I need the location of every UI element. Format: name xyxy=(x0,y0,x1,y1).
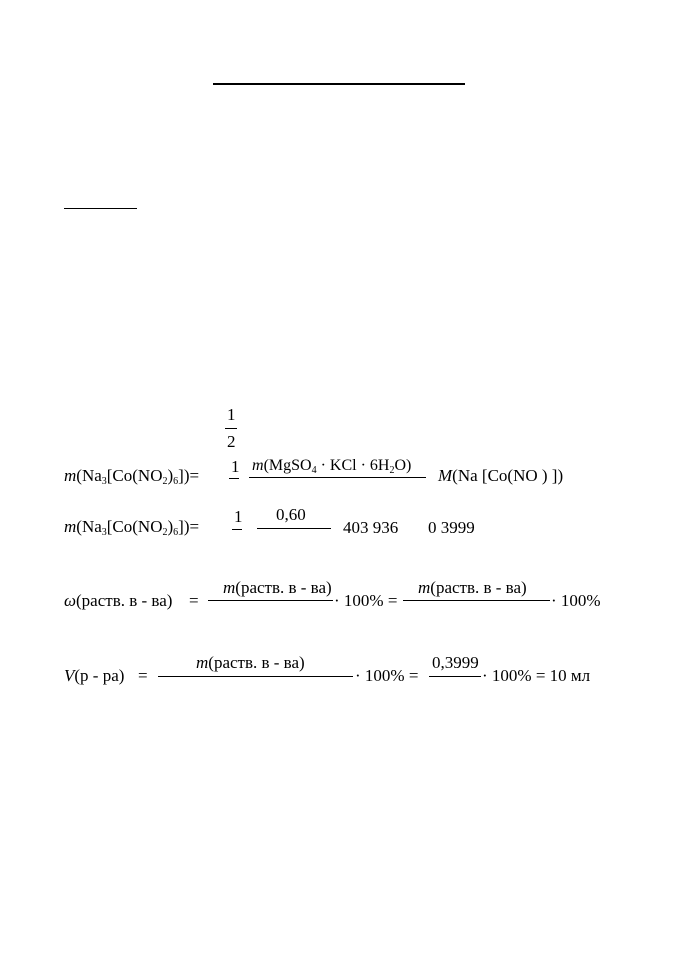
eq4-result: · 100% = 10 мл xyxy=(482,666,591,685)
eq1-sub-3: 3 xyxy=(101,476,107,487)
eq3-frac2-num xyxy=(418,579,527,596)
eq1-m: m xyxy=(64,466,77,485)
eq3-frac2-rest: (раств. в - ва) xyxy=(430,578,527,597)
eq2-frac-num: 0,60 xyxy=(276,505,306,524)
eq1-coef-bar xyxy=(229,478,239,479)
eq2-equals: = xyxy=(189,517,200,536)
eq3-fraction-bar-1 xyxy=(208,600,333,601)
subheading-rule xyxy=(64,208,137,209)
eq3-fraction-bar-2 xyxy=(403,600,550,601)
eq2-lhs xyxy=(64,518,199,538)
eq2-coef-bar xyxy=(232,529,242,530)
eq1-fraction-bar xyxy=(249,477,426,478)
eq2-sub-3: 3 xyxy=(101,527,107,538)
eq2-fraction-bar xyxy=(257,528,331,529)
eq2-coef: 1 xyxy=(234,507,243,526)
eq3-lhs-rest: (раств. в - ва) xyxy=(76,591,173,610)
eq2-close2: ]) xyxy=(178,517,190,536)
heading-rule xyxy=(213,83,465,85)
eq4-frac1-rest: (раств. в - ва) xyxy=(208,653,305,672)
eq2-m: m xyxy=(64,517,77,536)
eq1-num-end: O) xyxy=(394,457,412,474)
eq2-co: [Co(NO xyxy=(106,517,163,536)
eq1-num-mgso: (MgSO xyxy=(263,457,312,474)
eq1-close2: ]) xyxy=(178,466,190,485)
eq4-fraction-bar-1 xyxy=(158,676,353,677)
eq1-molar-mass xyxy=(438,467,563,484)
eq1-lhs xyxy=(64,467,199,487)
eq3-times-1: · 100% = xyxy=(334,591,398,610)
eq4-frac1-m: m xyxy=(196,653,209,672)
eq3-frac1-m: m xyxy=(223,578,236,597)
eq3-frac1-rest: (раств. в - ва) xyxy=(235,578,332,597)
eq2-close: ) xyxy=(167,517,174,536)
eq1-num-kcl: · KCl · 6H xyxy=(316,457,390,474)
eq1-sub-2: 2 xyxy=(162,476,168,487)
eq4-lhs xyxy=(64,667,124,684)
eq1-na: (Na xyxy=(76,466,102,485)
eq1-num-m: m xyxy=(252,457,264,474)
eq1-M-rest: (Na [Co(NO ) ]) xyxy=(452,466,564,485)
half-denominator: 2 xyxy=(227,432,236,451)
half-numerator: 1 xyxy=(227,405,236,424)
eq2-na: (Na xyxy=(76,517,102,536)
eq3-equals: = xyxy=(189,591,199,610)
eq3-lhs xyxy=(64,592,172,609)
eq4-frac2-num: 0,3999 xyxy=(432,653,479,672)
eq1-equals: = xyxy=(189,466,200,485)
eq3-times-2: · 100% xyxy=(551,591,601,610)
eq2-sub-6: 6 xyxy=(173,527,179,538)
eq1-M: M xyxy=(438,466,453,485)
eq1-close: ) xyxy=(167,466,174,485)
eq1-numerator xyxy=(252,458,411,476)
eq4-frac1-num xyxy=(196,654,305,671)
eq1-coef: 1 xyxy=(231,457,240,476)
eq1-num-sub-4: 4 xyxy=(311,465,317,476)
eq4-V: V xyxy=(64,666,75,685)
eq4-times-1: · 100% = xyxy=(355,666,419,685)
eq1-sub-6: 6 xyxy=(173,476,179,487)
eq4-fraction-bar-2 xyxy=(429,676,481,677)
half-fraction-bar xyxy=(225,428,237,429)
eq1-co: [Co(NO xyxy=(106,466,163,485)
eq2-sub-2: 2 xyxy=(162,527,168,538)
eq4-equals: = xyxy=(138,666,148,685)
eq2-value-2: 0 3999 xyxy=(428,518,475,537)
eq3-frac1-num xyxy=(223,579,332,596)
eq3-omega: ω xyxy=(64,591,77,610)
eq3-frac2-m: m xyxy=(418,578,431,597)
eq2-value-1: 403 936 xyxy=(343,518,399,537)
eq4-lhs-rest: (р - ра) xyxy=(74,666,125,685)
eq1-num-sub-2: 2 xyxy=(389,465,395,476)
